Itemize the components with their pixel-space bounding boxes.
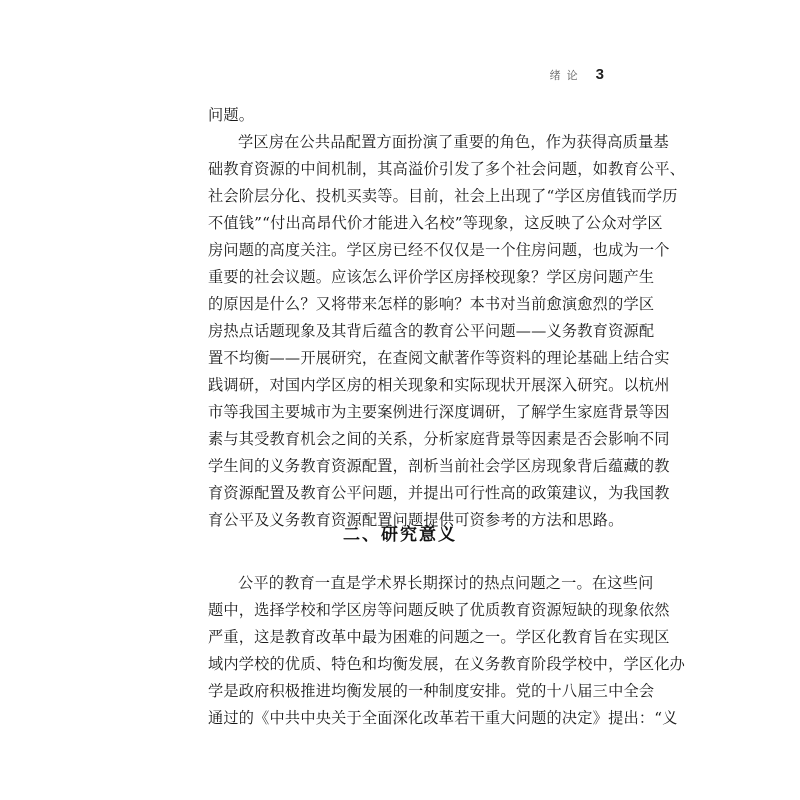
text-line: 通过的《中共中央关于全面深化改革若干重大问题的决定》提出：“义 — [208, 709, 678, 727]
text-line: 市等我国主要城市为主要案例进行深度调研，了解学生家庭背景等因 — [208, 403, 670, 421]
text-line: 育公平及义务教育资源配置问题提供可资参考的方法和思路。 — [208, 511, 624, 529]
page-number: 3 — [595, 66, 604, 83]
text-line: 房热点话题现象及其背后蕴含的教育公平问题——义务教育资源配 — [208, 322, 655, 340]
section-1-body — [208, 102, 686, 534]
text-line: 的原因是什么？又将带来怎样的影响？本书对当前愈演愈烈的学区 — [208, 295, 655, 313]
text-line: 问题。 — [208, 106, 255, 124]
text-line: 学生间的义务教育资源配置，剖析当前社会学区房现象背后蕴藏的教 — [208, 457, 670, 475]
text-line: 重要的社会议题。应该怎么评价学区房择校现象？学区房问题产生 — [208, 268, 655, 286]
section-heading: 二、研究意义 — [343, 525, 457, 545]
text-line: 公平的教育一直是学术界长期探讨的热点问题之一。在这些问 — [238, 574, 654, 592]
text-line: 置不均衡——开展研究，在查阅文献著作等资料的理论基础上结合实 — [208, 349, 670, 367]
text-line: 严重，这是教育改革中最为困难的问题之一。学区化教育旨在实现区 — [208, 628, 670, 646]
text-line: 不值钱”“付出高昂代价才能进入名校”等现象，这反映了公众对学区 — [208, 214, 663, 232]
text-line: 践调研，对国内学区房的相关现象和实际现状开展深入研究。以杭州 — [208, 376, 670, 394]
text-line: 育资源配置及教育公平问题，并提出可行性高的政策建议，为我国教 — [208, 484, 670, 502]
text-line: 素与其受教育机会之间的关系，分析家庭背景等因素是否会影响不同 — [208, 430, 670, 448]
chapter-title: 绪论 — [549, 69, 584, 82]
text-line: 学是政府积极推进均衡发展的一种制度安排。党的十八届三中全会 — [208, 682, 655, 700]
running-head — [550, 66, 604, 83]
text-line: 题中，选择学校和学区房等问题反映了优质教育资源短缺的现象依然 — [208, 601, 670, 619]
text-line: 社会阶层分化、投机买卖等。目前，社会上出现了“学区房值钱而学历 — [208, 187, 678, 205]
text-line: 房问题的高度关注。学区房已经不仅仅是一个住房问题，也成为一个 — [208, 241, 670, 259]
text-line: 础教育资源的中间机制，其高溢价引发了多个社会问题，如教育公平、 — [208, 160, 686, 178]
text-line: 域内学校的优质、特色和均衡发展，在义务教育阶段学校中，学区化办 — [208, 655, 686, 673]
text-line: 学区房在公共品配置方面扮演了重要的角色，作为获得高质量基 — [238, 133, 669, 151]
section-2-body — [208, 570, 686, 732]
